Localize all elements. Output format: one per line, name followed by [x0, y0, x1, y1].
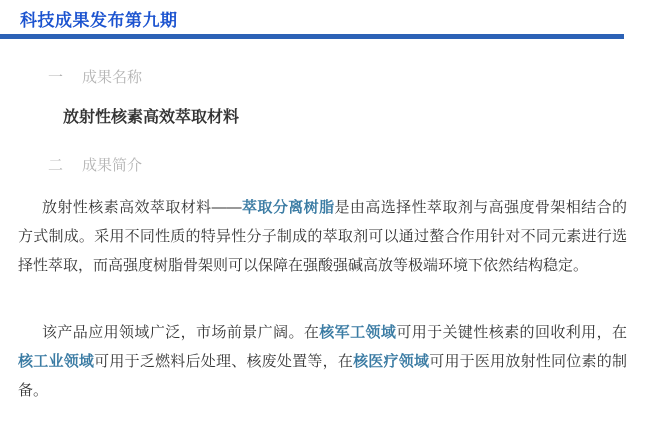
- highlight-term-nuclear-military: 核军工领域: [319, 324, 397, 341]
- highlight-term-resin: 萃取分离树脂: [241, 199, 335, 216]
- page-title: 科技成果发布第九期: [20, 11, 178, 30]
- document-header: [0, 0, 645, 30]
- intro-paragraph-2: [18, 318, 627, 405]
- highlight-term-nuclear-medical: 核医疗领域: [353, 353, 430, 370]
- section-one-label: 成果名称: [82, 69, 143, 86]
- section-two-label: 成果简介: [82, 157, 143, 174]
- paragraph-text: 可用于乏燃料后处理、核废处置等，在: [94, 353, 354, 370]
- paragraph-text: 可用于医用放射性同位素的制备。: [18, 353, 627, 399]
- section-one-number: 一: [48, 69, 64, 86]
- paragraph-text: 可用于关键性核素的回收利用，在: [396, 324, 627, 341]
- title-divider: [0, 34, 624, 39]
- paragraph-text: 该产品应用领域广泛，市场前景广阔。在: [42, 324, 320, 341]
- section-header-intro: [48, 157, 645, 175]
- intro-paragraph-1: [18, 193, 627, 280]
- section-two-number: 二: [48, 157, 64, 174]
- paragraph-text: 是由高选择性萃取剂与高强度骨架相结合的方式制成。采用不同性质的特异性分子制成的萃取剂可以通过螯合作用针对不同元素进行选择性萃取，而高强度树脂骨架则可以保障在强酸强碱高放等极端环境下依然结构稳定。: [18, 199, 627, 274]
- highlight-term-nuclear-industry: 核工业领域: [18, 353, 95, 370]
- paragraph-text: 放射性核素高效萃取材料——: [42, 199, 242, 216]
- achievement-name: 放射性核素高效萃取材料: [63, 109, 240, 126]
- section-header-name: [48, 69, 645, 87]
